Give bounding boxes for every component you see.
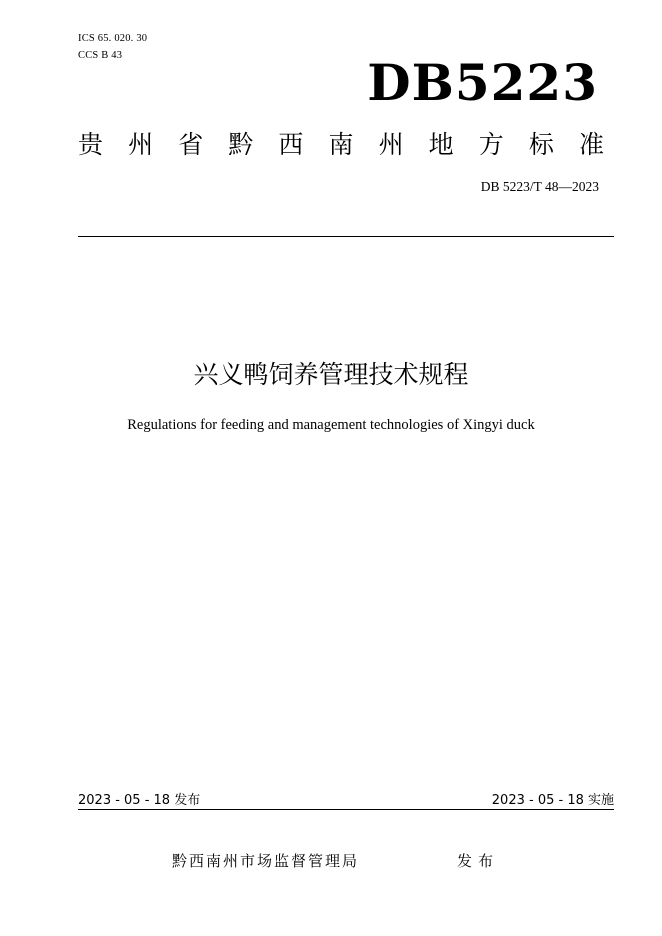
ccs-code: CCS B 43	[78, 50, 123, 61]
issue-date: 2023 - 05 - 18 发布	[78, 793, 201, 808]
standard-category-char: 南	[328, 130, 354, 159]
standard-number: DB 5223/T 48—2023	[480, 179, 599, 194]
standard-category	[78, 128, 604, 162]
standard-category-char: 州	[378, 130, 404, 159]
document-title-english: Regulations for feeding and management technologies of Xingyi duck	[127, 417, 535, 433]
implementation-date: 2023 - 05 - 18 实施	[491, 793, 614, 808]
standard-category-char: 方	[478, 130, 504, 159]
ics-code: ICS 65. 020. 30	[78, 33, 148, 44]
document-title: 兴义鸭饲养管理技术规程	[193, 360, 469, 389]
standard-code: DB5223	[367, 53, 598, 112]
publisher-name: 黔西南州市场监督管理局	[172, 852, 360, 870]
standard-category-char: 贵	[78, 130, 104, 159]
standard-category-char: 标	[528, 130, 554, 159]
standard-category-char: 西	[278, 130, 304, 159]
publish-label: 发布	[457, 852, 500, 870]
footer-divider	[78, 809, 614, 810]
standard-category-char: 黔	[228, 130, 254, 159]
standard-category-char: 准	[578, 130, 604, 159]
standard-category-char: 省	[178, 130, 204, 159]
standard-category-char: 州	[128, 130, 154, 159]
standard-category-char: 地	[428, 130, 454, 159]
header-divider	[78, 236, 614, 237]
